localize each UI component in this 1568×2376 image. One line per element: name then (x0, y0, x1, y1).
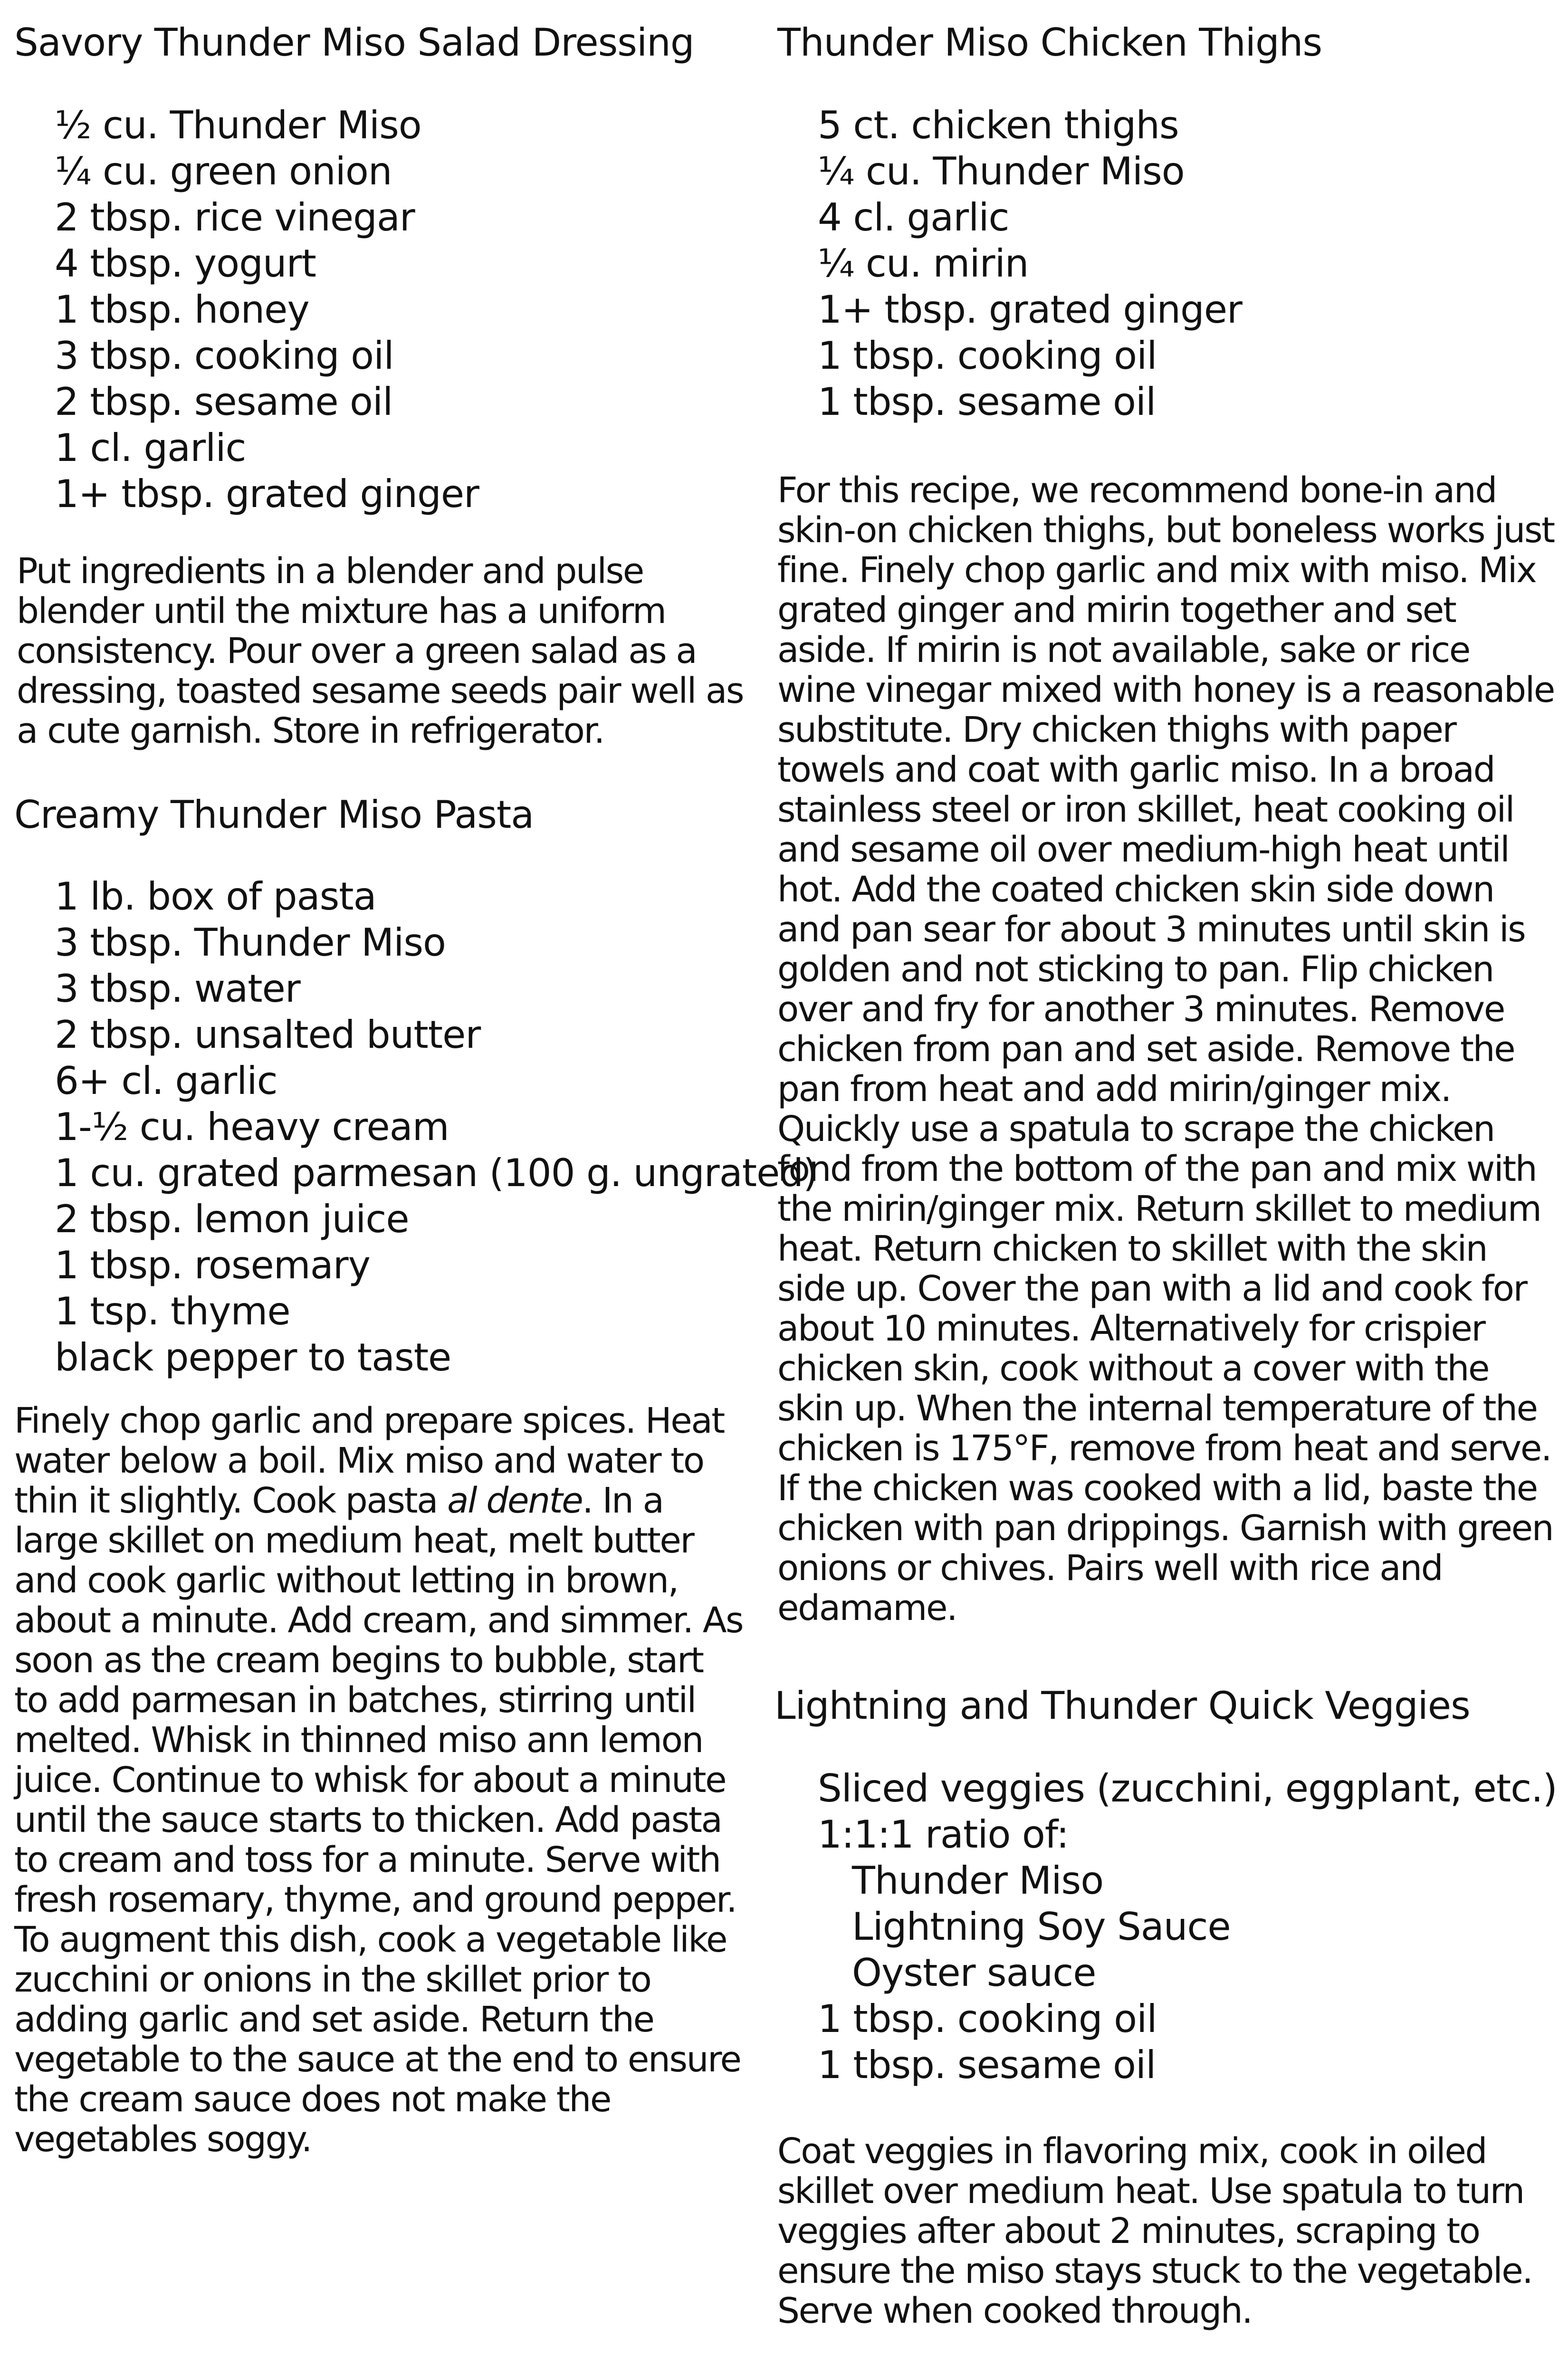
ingredient: 1 tbsp. cooking oil (818, 1997, 1157, 2041)
ingredient-list (818, 102, 1242, 425)
ingredient: black pepper to taste (55, 1335, 451, 1380)
ingredient: 1 tsp. thyme (55, 1289, 290, 1333)
ingredient: ¼ cu. Thunder Miso (818, 149, 1185, 193)
sub-ingredient: Thunder Miso (852, 1859, 1104, 1903)
ingredient: 1 cu. grated parmesan (100 g. ungrated) (55, 1151, 818, 1195)
italic-term: al dente (447, 1480, 583, 1521)
ingredient: 2 tbsp. rice vinegar (55, 195, 415, 240)
ingredient: 4 tbsp. yogurt (55, 241, 316, 286)
ingredient: ½ cu. Thunder Miso (55, 103, 421, 147)
recipe-instructions: For this recipe, we recommend bone-in and skin-on chicken thighs, but boneless works just fine. Finely chop garlic and mix with miso. Mix grated ginger and mirin together and set aside. If mirin is not available, sake or rice wine vinegar mixed with honey is a reasonable substitute. Dry chicken thighs with paper towels and coat with garlic miso. In a broad stainless steel or iron skillet, heat cooking oil and sesame oil over medium-high heat until hot. Add the coated chicken skin side down and pan sear for about 3 minutes until skin is golden and not sticking to pan. Flip chicken over and fry for another 3 minutes. Remove chicken from pan and set aside. Remove the pan from heat and add mirin/ginger mix. Quickly use a spatula to scrape the chicken fond from the bottom of the pan and mix with the mirin/ginger mix. Return skillet to medium heat. Return chicken to skillet with the skin side up. Cover the pan with a lid and cook for about 10 minutes. Alternatively for crispier chicken skin, cook without a cover with the skin up. When the internal temperature of the chicken is 175°F, remove from heat and serve. If the chicken was cooked with a lid, baste the chicken with pan drippings. Garnish with green onions or chives. Pairs well with rice and edamame. (777, 470, 1555, 1629)
recipe-title: Creamy Thunder Miso Pasta (14, 793, 534, 837)
recipe-title: Thunder Miso Chicken Thighs (777, 20, 1322, 65)
sub-ingredient: Lightning Soy Sauce (852, 1905, 1231, 1949)
ingredient: 2 tbsp. sesame oil (55, 380, 393, 424)
ingredient: 1+ tbsp. grated ginger (818, 287, 1242, 332)
ingredient: ¼ cu. mirin (818, 241, 1029, 286)
ingredient: 1 cl. garlic (55, 426, 246, 470)
recipe-instructions (14, 1401, 744, 2159)
ingredient: 2 tbsp. lemon juice (55, 1197, 409, 1241)
ingredient: 2 tbsp. unsalted butter (55, 1013, 481, 1057)
ingredient-list (55, 102, 479, 517)
ingredient: 1 tbsp. sesame oil (818, 380, 1156, 424)
ingredient: 6+ cl. garlic (55, 1059, 277, 1103)
ingredient: 1 tbsp. sesame oil (818, 2043, 1156, 2087)
ingredient: 1 tbsp. honey (55, 287, 309, 332)
ingredient: 5 ct. chicken thighs (818, 103, 1179, 147)
ingredient: 1:1:1 ratio of: (818, 1812, 1069, 1857)
ingredient: Sliced veggies (zucchini, eggplant, etc.) (818, 1766, 1557, 1811)
ingredient: 1 tbsp. cooking oil (818, 334, 1157, 378)
ingredient: 3 tbsp. water (55, 967, 300, 1011)
recipe-title: Lightning and Thunder Quick Veggies (774, 1684, 1470, 1728)
recipe-instructions: Coat veggies in flavoring mix, cook in oiled skillet over medium heat. Use spatula to turn veggies after about 2 minutes, scraping to ensure the miso stays stuck to the vegetable. Serve when cooked through. (777, 2131, 1532, 2331)
ingredient: 1+ tbsp. grated ginger (55, 472, 479, 516)
ingredient: 1 tbsp. rosemary (55, 1243, 370, 1287)
instructions-text: . In a large skillet on medium heat, melt butter and cook garlic without letting in brown, about a minute. Add cream, and simmer. As soon as the cream begins to bubble, start to add parmesan in batches, stirring until melted. Whisk in thinned miso ann lemon juice. Continue to whisk for about a minute until the sauce starts to thicken. Add pasta to cream and toss for a minute. Serve with fresh rosemary, thyme, and ground pepper. To augment this dish, cook a vegetable like zucchini or onions in the skillet prior to adding garlic and set aside. Return the vegetable to the sauce at the end to ensure the cream sauce does not make the vegetables soggy. (14, 1480, 743, 2160)
ingredient: 4 cl. garlic (818, 195, 1009, 240)
sub-ingredient: Oyster sauce (852, 1951, 1096, 1995)
ingredient: ¼ cu. green onion (55, 149, 392, 193)
recipe-title: Savory Thunder Miso Salad Dressing (14, 20, 694, 65)
ingredient: 3 tbsp. cooking oil (55, 334, 394, 378)
ingredient-list (818, 1765, 1557, 2088)
ingredient: 1 lb. box of pasta (55, 874, 376, 919)
ingredient: 1-½ cu. heavy cream (55, 1105, 449, 1149)
ingredient-list (55, 873, 817, 1380)
ingredient: 3 tbsp. Thunder Miso (55, 920, 446, 965)
recipe-instructions: Put ingredients in a blender and pulse blender until the mixture has a uniform consistency. Pour over a green salad as a dressing, toasted sesame seeds pair well as a cute garnish. Store in refrigerator. (17, 551, 744, 751)
instructions-text: Finely chop garlic and prepare spices. Heat water below a boil. Mix miso and water to thin it slightly. Cook pasta (14, 1400, 724, 1521)
